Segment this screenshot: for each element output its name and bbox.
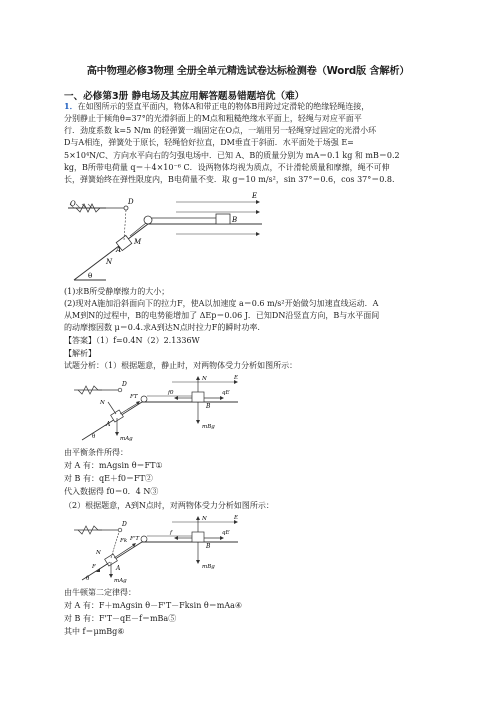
label-A: A (116, 246, 122, 254)
label-O: O (70, 200, 76, 208)
label-N: N (106, 258, 113, 266)
question-line-1: 1．在如图所示的竖直平面内，物体A和带正电的物体B用跨过定滑轮的绝缘轻绳连接， (64, 101, 370, 111)
label-E: E (252, 192, 258, 200)
analysis-part2: （2）根据题意，A到N点时，对两物体受力分析如图所示： (64, 501, 274, 510)
fig2-label-E: E (234, 375, 239, 381)
analysis-eq-b: 对 B 有：qE＋f0＝FT② (64, 474, 153, 483)
fig2-label-qE: qE (222, 390, 230, 396)
question-line-5: 5×10⁴N/C、方向水平向右的匀强电场中．已知 A、B的质量分别为 mA＝0.1 kg 和 mB＝0.2 (64, 151, 400, 160)
fig2-label-N1: N (100, 400, 105, 406)
fig3-label-theta: θ (86, 576, 90, 582)
fig2-label-f0: f0 (168, 390, 174, 396)
analysis-eq-a: 对 A 有：mAgsin θ＝FT① (64, 461, 163, 470)
analysis-eq-f: 其中 f＝μmBg⑥ (64, 627, 125, 636)
question-line-3: 行．劲度系数 k=5 N/m 的轻弹簧一端固定在O点，一端用另一轻绳穿过固定的光滑小环 (64, 126, 377, 135)
label-theta: θ (88, 272, 93, 280)
figure-setup (66, 190, 266, 282)
analysis-eq-a2: 对 A 有：F＋mAgsin θ－F'T－Fksin θ＝mAa④ (64, 601, 243, 610)
fig2-label-FT: FT (130, 394, 138, 400)
subquestion-2-line-2: 从M到N的过程中，B的电势能增加了 ΔEp＝0.06 J．已知DN沿竖直方向，B与水平面间 (64, 311, 380, 320)
analysis-newton: 由牛顿第二定律得： (64, 588, 136, 597)
fig3-label-D: D (122, 521, 127, 528)
fig3-label-qE: qE (222, 530, 230, 536)
figure-dynamic-forces (72, 514, 242, 584)
analysis-balance: 由平衡条件所得： (64, 448, 128, 457)
fig2-label-mAg: mAg (120, 436, 133, 442)
question-line-6: kg，B所带电荷量 q＝＋4×10⁻⁶ C．设两物体均视为质点，不计滑轮质量和摩擦，绳不可伸 (64, 163, 390, 172)
fig3-label-N1: N (96, 550, 101, 556)
section-heading: 一、必修第3册 静电场及其应用解答题易错题培优（难） (64, 91, 305, 102)
fig3-label-A: A (116, 565, 121, 572)
question-number: 1． (64, 101, 78, 111)
fig3-label-E: E (234, 515, 239, 521)
question-line-4: D与A相连，弹簧处于原长，轻绳恰好拉直，DM垂直于斜面．水平面处于场强 E= (64, 138, 354, 147)
label-B: B (232, 216, 238, 224)
fig2-label-mBg: mBg (202, 424, 215, 430)
fig3-label-mBg: mBg (202, 564, 215, 570)
fig3-label-B: B (206, 543, 211, 550)
fig2-label-B: B (206, 403, 211, 410)
fig3-label-FT: F'T (130, 536, 139, 542)
fig3-label-Fk: Fk (120, 538, 128, 544)
fig3-label-mAg: mAg (114, 578, 127, 584)
fig2-label-theta: θ (92, 434, 96, 440)
analysis-substitute: 代入数据得 f0＝0．4 N③ (64, 487, 159, 496)
fig3-label-F: F (92, 564, 96, 570)
subquestion-1: (1)求B所受静摩擦力的大小； (64, 287, 170, 296)
label-D: D (128, 198, 134, 206)
document-title: 高中物理必修3物理 全册全单元精选试卷达标检测卷（Word版 含解析） (86, 66, 410, 77)
subquestion-2-line-1: (2)现对A施加沿斜面向下的拉力F，使A以加速度 a＝0.6 m/s²开始做匀加速直线运动．A (64, 299, 379, 308)
answer-line: 【答案】（1）f=0.4N（2）2.1336W (64, 336, 200, 345)
analysis-header: 【解析】 (64, 349, 96, 358)
figure-static-forces (72, 374, 242, 444)
subquestion-2-line-3: 的动摩擦因数 μ＝0.4.求A到达N点时拉力F的瞬时功率. (64, 323, 260, 332)
fig3-label-f: f (170, 530, 173, 536)
label-M: M (134, 238, 142, 246)
fig3-label-NB: N (202, 516, 207, 522)
fig2-label-A: A (106, 421, 111, 428)
analysis-intro: 试题分析：（1）根据题意，静止时，对两物体受力分析如图所示： (64, 361, 298, 370)
fig2-label-D: D (122, 381, 127, 388)
fig2-label-NB: N (202, 376, 207, 382)
question-line-7: 长，弹簧始终在弹性限度内，B电荷量不变．取 g＝10 m/s²，sin 37°＝0.6，cos 37°＝0.8. (64, 175, 395, 184)
analysis-eq-b2: 对 B 有：F'T－qE－f＝mBa⑤ (64, 614, 177, 623)
question-line-2: 分别静止于倾角θ=37°的光滑斜面上的M点和粗糙绝缘水平面上，轻绳与对应平面平 (64, 114, 362, 123)
